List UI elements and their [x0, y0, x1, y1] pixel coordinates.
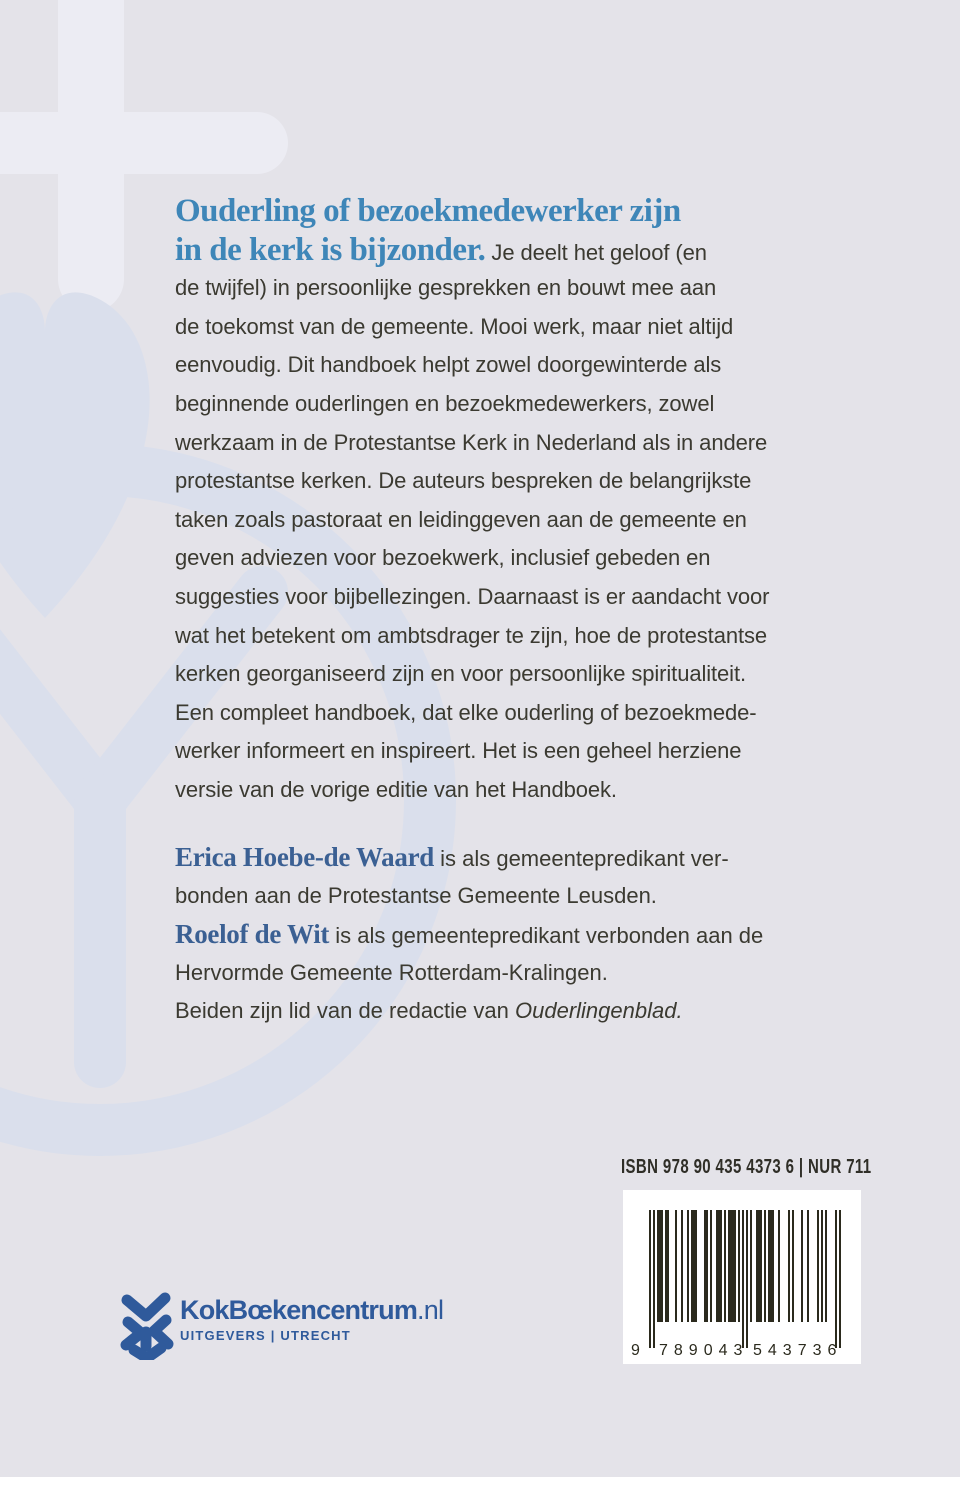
text-line: Erica Hoebe-de Waard is als gemeentepredikant ver-: [175, 842, 729, 872]
publisher-tagline: UITGEVERS | UTRECHT: [180, 1328, 351, 1343]
publisher-name: KokBœkencentrum: [180, 1295, 418, 1325]
isbn-line: ISBN 978 90 435 4373 6 | NUR 711: [621, 1156, 872, 1178]
heart-icon: [0, 292, 150, 618]
text-line: protestantse kerken. De auteurs bespreken de belangrijkste: [175, 468, 752, 494]
text-line: de toekomst van de gemeente. Mooi werk, maar niet altijd: [175, 313, 734, 339]
text-line: geven adviezen voor bezoekwerk, inclusief gebeden en: [175, 545, 711, 571]
barcode: [623, 1190, 861, 1364]
text-line: Roelof de Wit is als gemeentepredikant verbonden aan de: [175, 919, 764, 950]
text-line: in de kerk is bijzonder. Je deelt het geloof (en: [175, 231, 707, 268]
barcode-digit-first: 9: [631, 1342, 646, 1359]
text-line: werker informeert en inspireert. Het is een geheel herziene: [175, 738, 742, 764]
text-line: suggesties voor bijbellezingen. Daarnaast is er aandacht voor: [175, 583, 770, 609]
text-line: Beiden zijn lid van de redactie van Ouderlingenblad.: [175, 998, 683, 1024]
text-line: wat het betekent om ambtsdrager te zijn, hoe de protestantse: [175, 622, 768, 648]
barcode-bars: [649, 1210, 841, 1348]
barcode-digits-left: 789043: [659, 1342, 749, 1359]
text-line: de twijfel) in persoonlijke gesprekken en bouwt mee aan: [175, 275, 717, 301]
barcode-digits-right: 543736: [753, 1342, 843, 1359]
text-line: taken zoals pastoraat en leidinggeven aan de gemeente en: [175, 506, 747, 532]
text-line: bonden aan de Protestantse Gemeente Leusden.: [175, 882, 657, 908]
blurb-paragraph: [175, 192, 835, 810]
publisher-mark-icon: [118, 1288, 174, 1360]
publisher-text: [180, 1296, 443, 1343]
text-line: Hervormde Gemeente Rotterdam-Kralingen.: [175, 959, 608, 985]
publisher-name-suffix: .nl: [417, 1295, 444, 1325]
text-line: eenvoudig. Dit handboek helpt zowel doorgewinterde als: [175, 352, 722, 378]
text-line: versie van de vorige editie van het Handboek.: [175, 776, 617, 802]
text-line: werkzaam in de Protestantse Kerk in Nederland als in andere: [175, 429, 768, 455]
author-bios: [175, 838, 855, 1031]
bottom-edge-strip: [0, 1477, 960, 1486]
text-line: kerken georganiseerd zijn en voor persoonlijke spiritualiteit.: [175, 661, 746, 687]
text-line: Ouderling of bezoekmedewerker zijn: [175, 193, 681, 229]
publisher-wordmark: [180, 1296, 443, 1324]
text-line: beginnende ouderlingen en bezoekmedewerkers, zowel: [175, 390, 715, 416]
text-line: Een compleet handboek, dat elke ouderling of bezoekmede-: [175, 699, 757, 725]
